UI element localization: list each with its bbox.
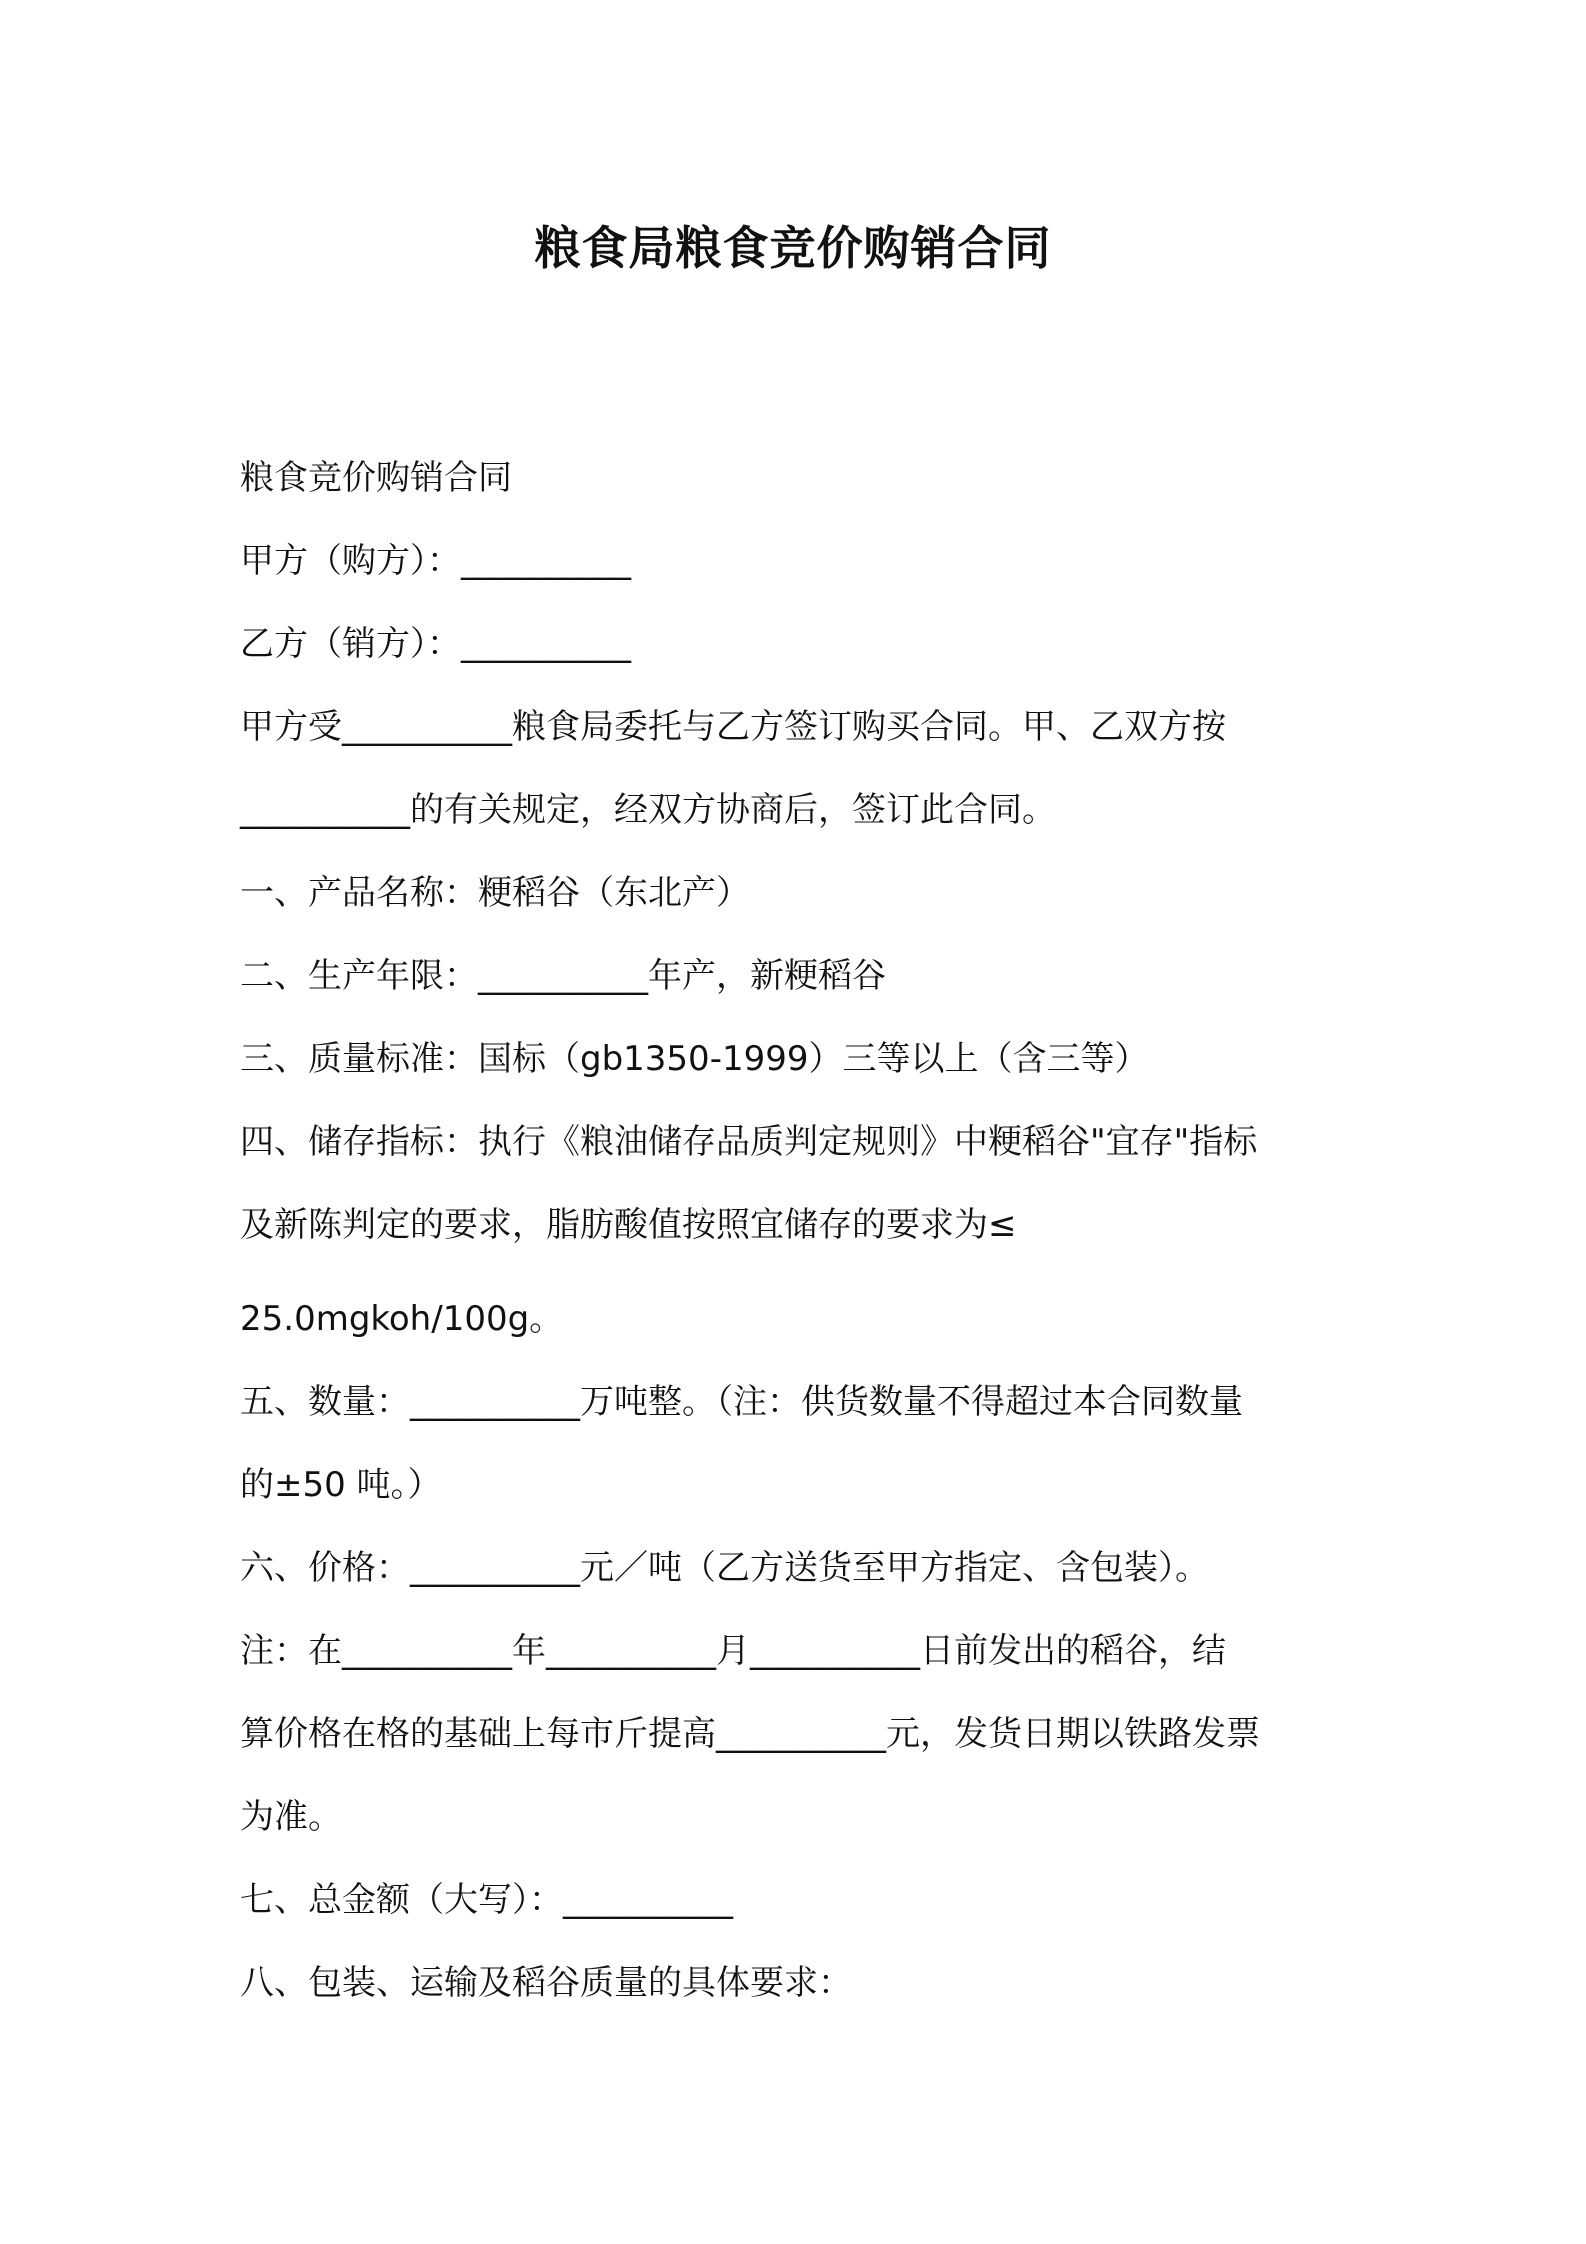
preamble-line-1: 甲方受__________粮食局委托与乙方签订购买合同。甲、乙双方按 [240,707,1226,747]
clause-4-storage-line-2: 及新陈判定的要求，脂肪酸值按照宜储存的要求为≤ [240,1205,1017,1245]
document-body [240,448,1360,2036]
clause-7-total-amount: 七、总金额（大写）：__________ [240,1880,733,1920]
clause-5-quantity-line-2: 的±50 吨。） [240,1465,442,1505]
clause-1-product-name: 一、产品名称：粳稻谷（东北产） [240,873,750,913]
clause-3-quality-standard: 三、质量标准：国标（gb1350-1999）三等以上（含三等） [240,1039,1149,1079]
party-b-line: 乙方（销方）：__________ [240,624,631,664]
price-note-line-1: 注：在__________年__________月__________日前发出的稻谷，结 [240,1631,1226,1671]
clause-4-storage-line-3: 25.0mgkoh/100g。 [240,1299,564,1339]
clause-2-production-year: 二、生产年限：__________年产，新粳稻谷 [240,956,886,996]
clause-4-storage-line-1: 四、储存指标：执行《粮油储存品质判定规则》中粳稻谷"宜存"指标 [240,1122,1258,1162]
clause-5-quantity-line-1: 五、数量：__________万吨整。（注：供货数量不得超过本合同数量 [240,1382,1243,1422]
clause-8-packaging-transport: 八、包装、运输及稻谷质量的具体要求： [240,1963,852,2003]
party-a-line: 甲方（购方）：__________ [240,541,631,581]
price-note-line-2: 算价格在格的基础上每市斤提高__________元，发货日期以铁路发票 [240,1714,1260,1754]
contract-subtitle: 粮食竞价购销合同 [240,458,512,498]
clause-6-price: 六、价格：__________元／吨（乙方送货至甲方指定、含包装）。 [240,1548,1209,1588]
document-title: 粮食局粮食竞价购销合同 [534,221,1052,275]
price-note-line-3: 为准。 [240,1797,342,1837]
preamble-line-2: __________的有关规定，经双方协商后，签订此合同。 [240,790,1056,830]
